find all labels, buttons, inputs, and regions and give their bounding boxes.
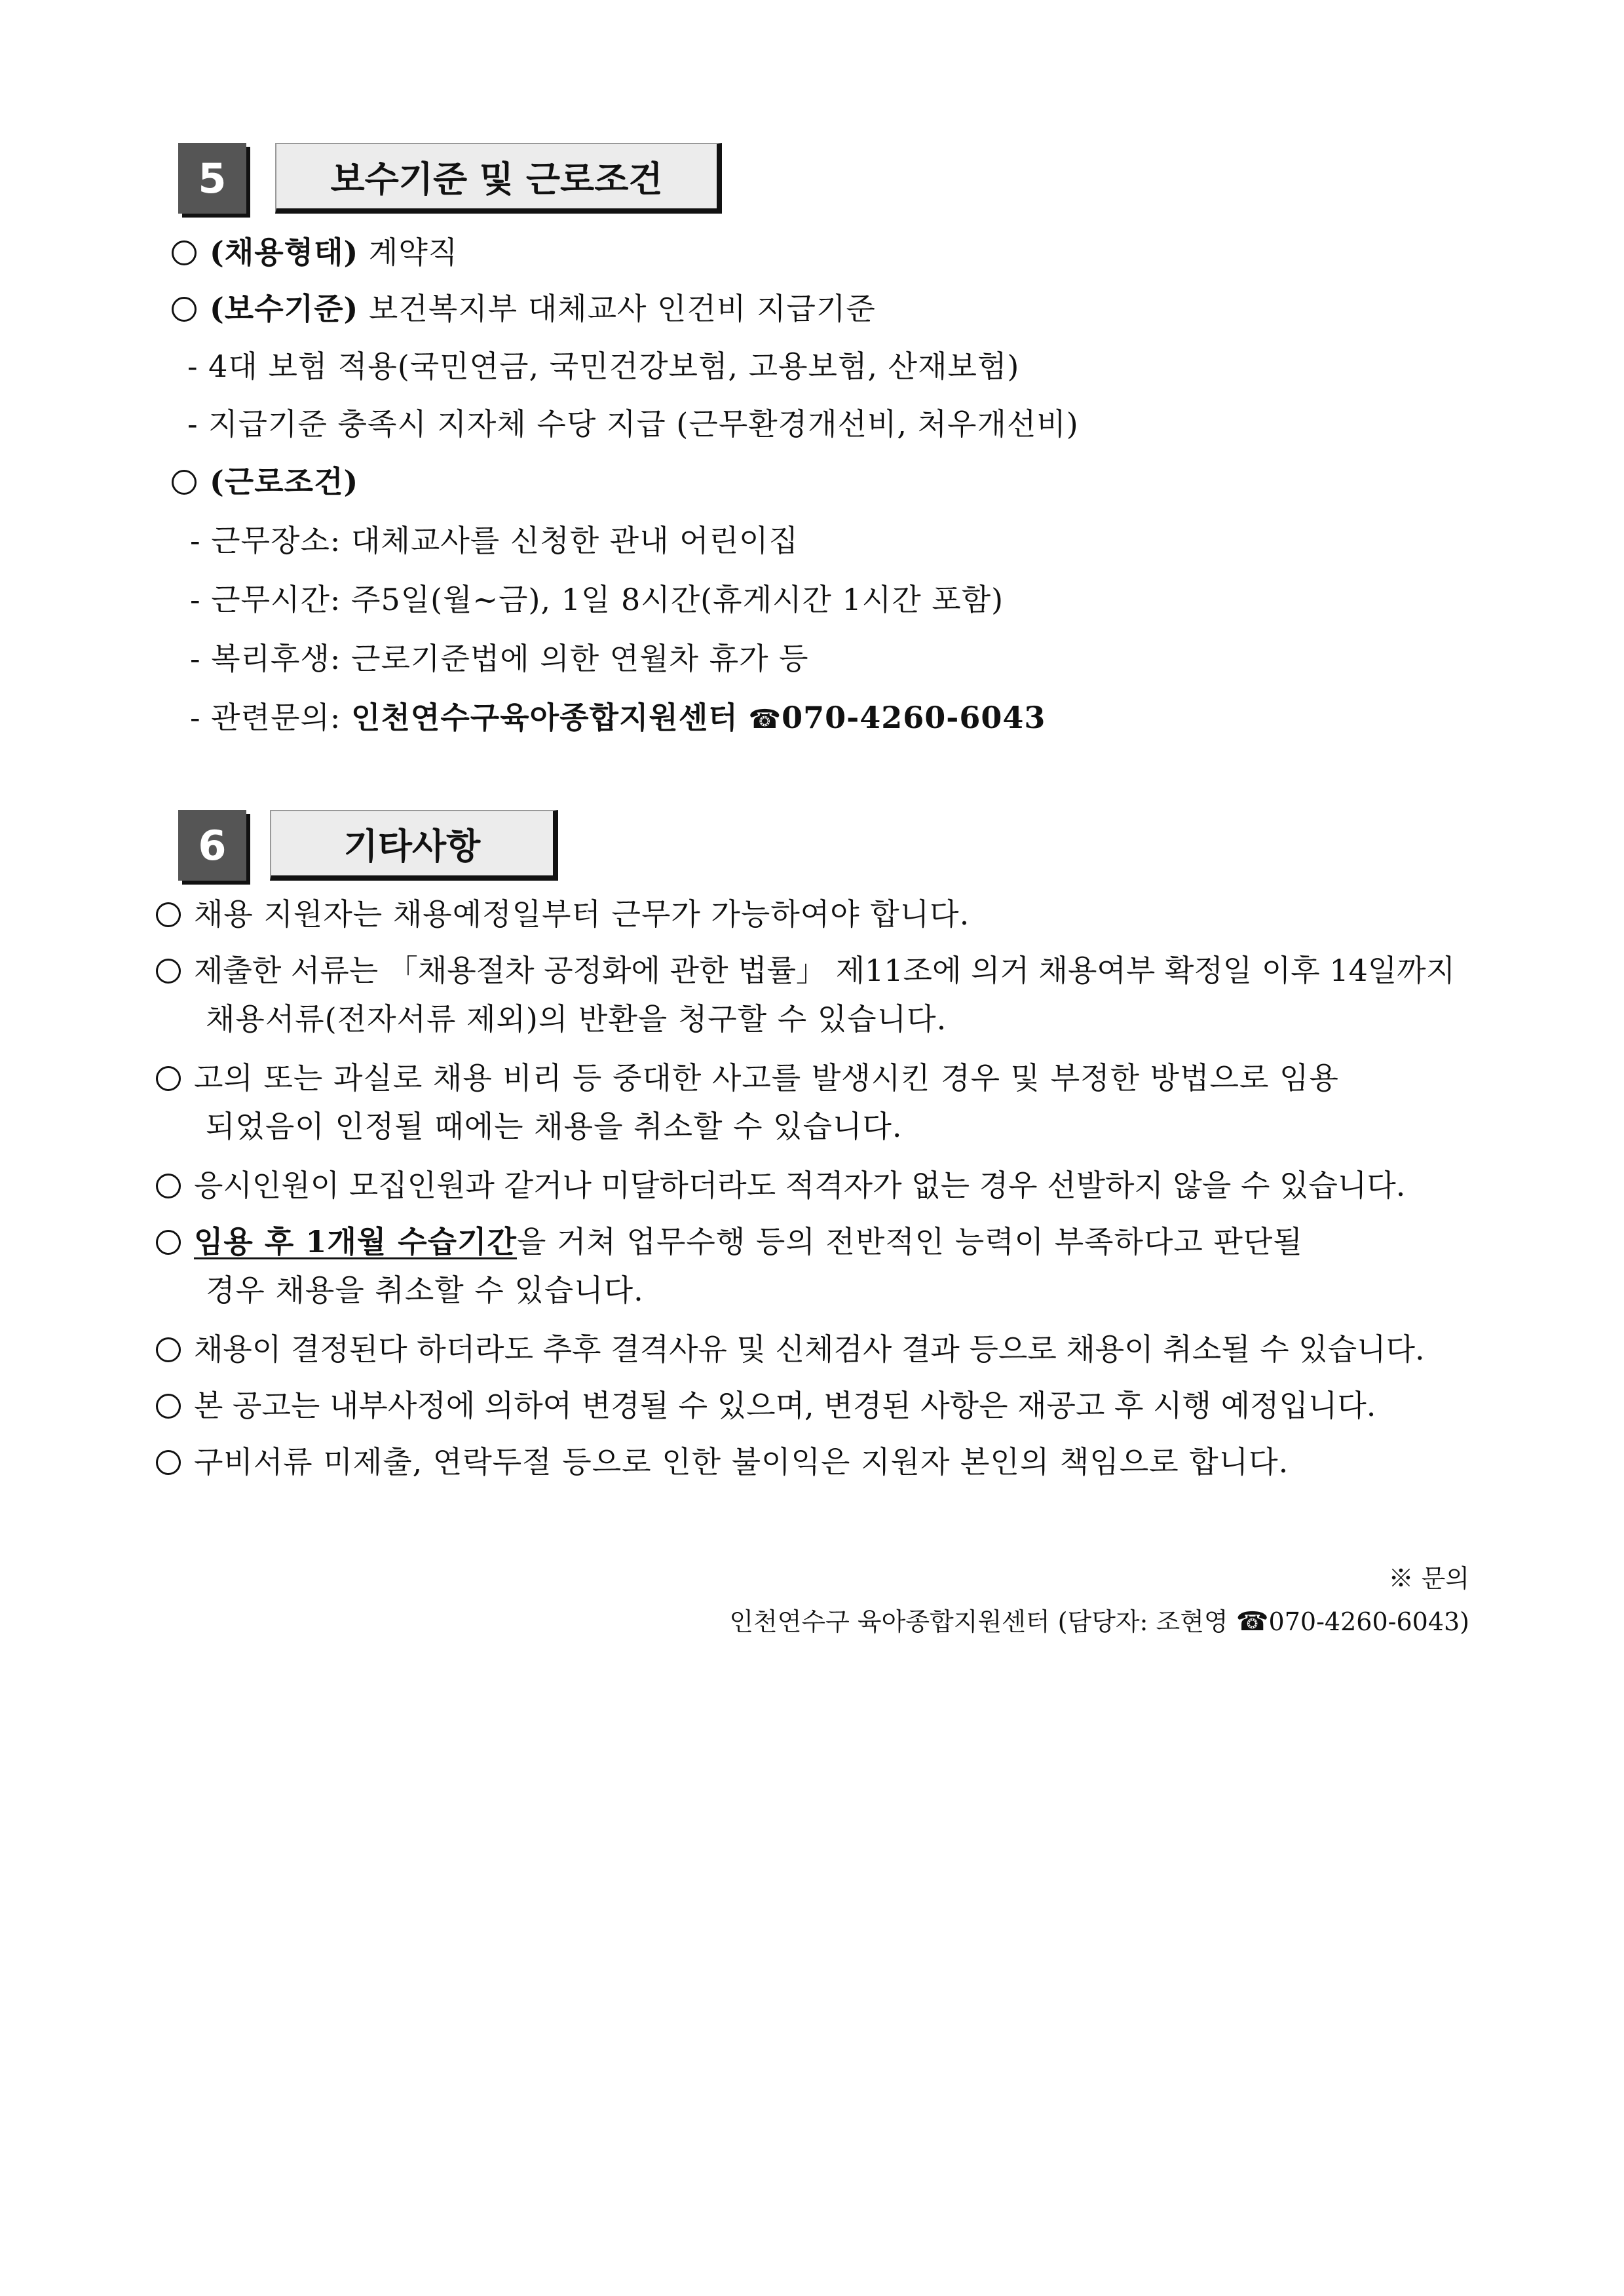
notice-item: 채용 지원자는 채용예정일부터 근무가 가능하여야 합니다. — [156, 899, 970, 929]
notice-item-continued: 되었음이 인정될 때에는 채용을 취소할 수 있습니다. — [206, 1109, 903, 1144]
inquiry-contact: 인천연수구 육아종합지원센터 (담당자: 조현영 ☎070-4260-6043) — [729, 1607, 1469, 1637]
phone-icon: ☎ — [1236, 1607, 1269, 1637]
employment-type-line — [172, 235, 459, 270]
circle-bullet-icon — [156, 1337, 181, 1362]
section-number: 6 — [178, 810, 246, 881]
work-label: (근로조건) — [210, 464, 359, 499]
work-item: - 근무장소: 대체교사를 신청한 관내 어린이집 — [190, 523, 799, 558]
work-item: - 근무시간: 주5일(월~금), 1일 8시간(휴게시간 1시간 포함) — [190, 582, 1004, 617]
circle-bullet-icon — [172, 297, 197, 322]
inquiry-note: ※ 문의 — [1388, 1564, 1469, 1593]
circle-bullet-icon — [156, 1174, 181, 1198]
notice-item-continued: 채용서류(전자서류 제외)의 반환을 청구할 수 있습니다. — [206, 1001, 947, 1037]
section-number: 5 — [178, 143, 246, 214]
circle-bullet-icon — [156, 1230, 181, 1255]
circle-bullet-icon — [156, 1450, 181, 1475]
section-title: 보수기준 및 근로조건 — [275, 143, 722, 214]
work-item: - 복리후생: 근로기준법에 의한 연월차 휴가 등 — [190, 641, 809, 676]
circle-bullet-icon — [156, 902, 181, 927]
section-title: 기타사항 — [270, 810, 558, 881]
employment-value: 계약직 — [368, 235, 459, 270]
notice-item: 제출한 서류는 「채용절차 공정화에 관한 법률」 제11조에 의거 채용여부 확정일 이후 14일까지 — [156, 955, 1455, 985]
circle-bullet-icon — [156, 959, 181, 984]
notice-item: 고의 또는 과실로 채용 비리 등 중대한 사고를 발생시킨 경우 및 부정한 방법으로 임용 — [156, 1063, 1339, 1093]
contact-line — [190, 702, 1046, 733]
pay-item: - 4대 보험 적용(국민연금, 국민건강보험, 고용보험, 산재보험) — [187, 349, 1020, 384]
pay-item: - 지급기준 충족시 지자체 수당 지급 (근무환경개선비, 처우개선비) — [187, 406, 1079, 442]
notice-item-continued: 경우 채용을 취소할 수 있습니다. — [206, 1272, 644, 1308]
contact-org: 인천연수구육아종합지원센터 — [351, 700, 738, 735]
notice-item: 임용 후 1개월 수습기간을 거쳐 업무수행 등의 전반적인 능력이 부족하다고 판단될 — [156, 1227, 1303, 1257]
notice-item: 채용이 결정된다 하더라도 추후 결격사유 및 신체검사 결과 등으로 채용이 취소될 수 있습니다. — [156, 1334, 1425, 1364]
notice-item: 구비서류 미제출, 연락두절 등으로 인한 불이익은 지원자 본인의 책임으로 합니다. — [156, 1447, 1289, 1477]
contact-phone: 070-4260-6043 — [782, 700, 1046, 735]
contact-prefix: - 관련문의: — [190, 700, 352, 735]
work-conditions-line — [172, 464, 359, 499]
pay-standard-line — [172, 291, 876, 326]
probation-emphasis: 임용 후 1개월 수습기간 — [194, 1224, 517, 1259]
circle-bullet-icon — [156, 1066, 181, 1091]
circle-bullet-icon — [172, 240, 197, 265]
circle-bullet-icon — [172, 470, 197, 495]
pay-value: 보건복지부 대체교사 인건비 지급기준 — [368, 291, 876, 326]
pay-label: (보수기준) — [210, 291, 359, 326]
notice-item: 본 공고는 내부사정에 의하여 변경될 수 있으며, 변경된 사항은 재공고 후 시행 예정입니다. — [156, 1390, 1376, 1421]
employment-label: (채용형태) — [210, 235, 359, 270]
circle-bullet-icon — [156, 1394, 181, 1419]
notice-item: 응시인원이 모집인원과 같거나 미달하더라도 적격자가 없는 경우 선발하지 않을 수 있습니다. — [156, 1170, 1405, 1200]
phone-icon: ☎ — [748, 704, 782, 735]
